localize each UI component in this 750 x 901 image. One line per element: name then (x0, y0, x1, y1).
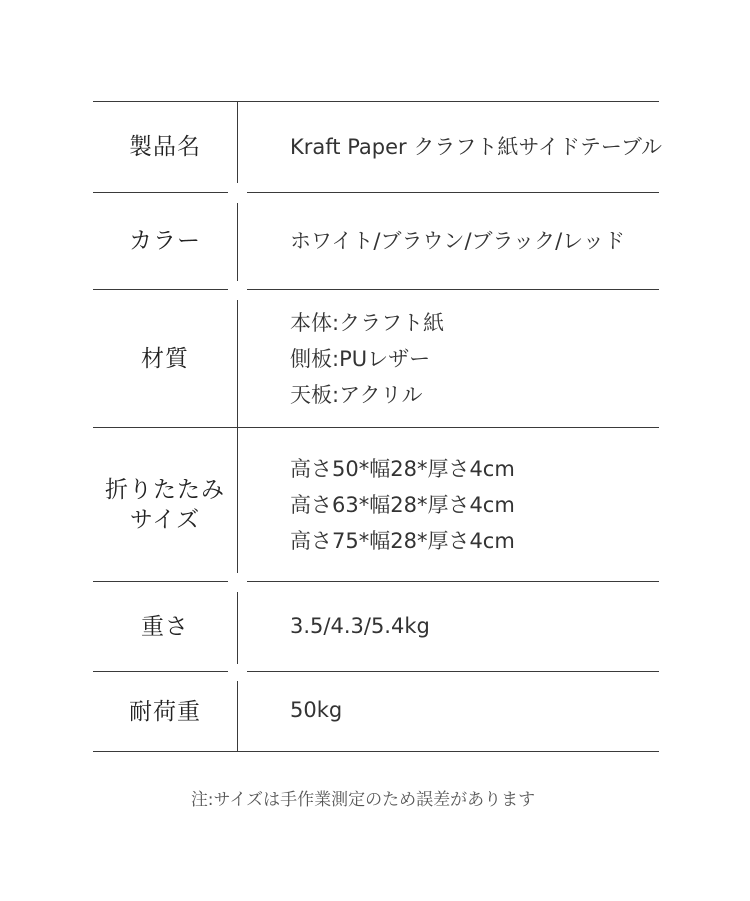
value-line: 本体:クラフト紙 (290, 310, 445, 335)
value-line: 高さ63*幅28*厚さ4cm (290, 492, 515, 517)
column-divider (237, 681, 238, 751)
table-row-color (93, 193, 659, 289)
row-value: ホワイト/ブラウン/ブラック/レッド (290, 229, 625, 253)
row-label: カラー (129, 228, 201, 254)
column-divider (237, 300, 238, 427)
measurement-note: 注:サイズは手作業測定のため誤差があります (190, 790, 536, 810)
row-label: 製品名 (129, 133, 201, 160)
column-divider (237, 592, 238, 664)
value-line: 天板:アクリル (290, 382, 423, 407)
row-label: 耐荷重 (129, 698, 201, 725)
row-value: 3.5/4.3/5.4kg (290, 614, 430, 638)
table-row-folded-size (93, 428, 659, 581)
row-value: 50kg (290, 698, 343, 722)
column-divider (237, 428, 238, 573)
row-value-list (290, 290, 444, 427)
table-row-product-name (93, 101, 662, 192)
row-label: 折りたたみ サイズ (105, 476, 225, 533)
column-divider (237, 101, 238, 183)
value-line: 側板:PUレザー (290, 346, 431, 371)
table-row-material (93, 290, 659, 427)
row-label: 重さ (141, 613, 189, 640)
table-bottom-rule (93, 751, 659, 752)
row-label: 材質 (141, 345, 189, 372)
row-value-list (290, 428, 515, 581)
value-line: 高さ75*幅28*厚さ4cm (290, 528, 515, 553)
table-row-weight (93, 582, 659, 671)
column-divider (237, 203, 238, 281)
table-row-load-capacity (93, 672, 659, 751)
value-line: 高さ50*幅28*厚さ4cm (290, 456, 515, 481)
row-value: Kraft Paper クラフト紙サイドテーブル (290, 134, 662, 159)
